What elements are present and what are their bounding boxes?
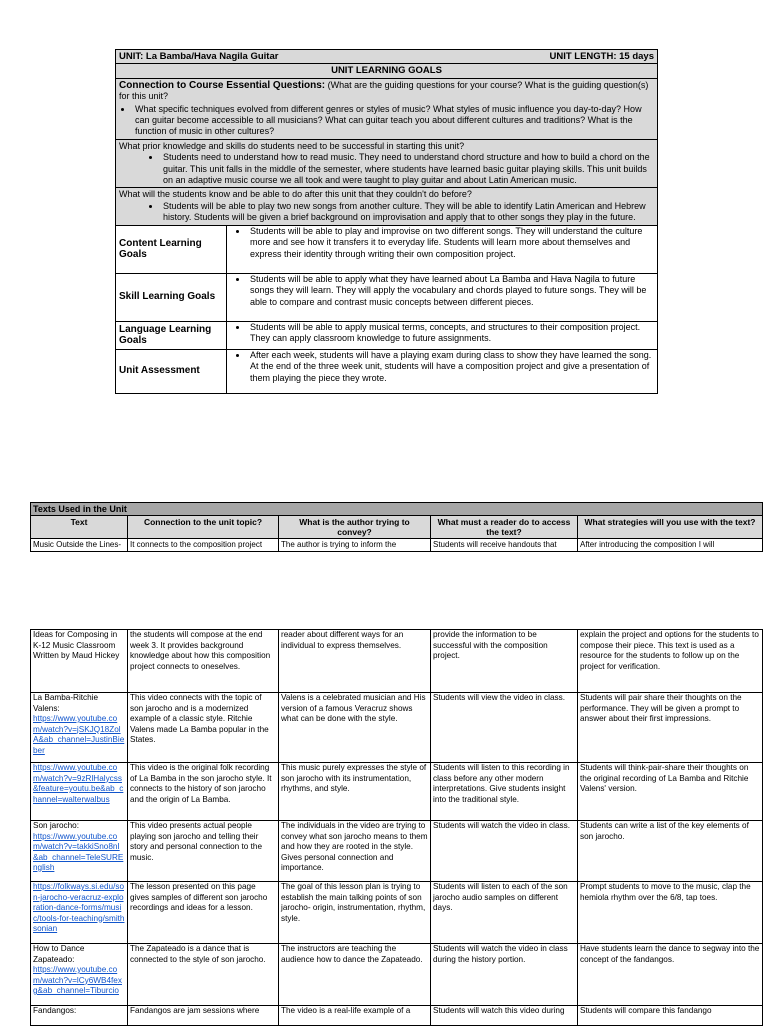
author-cell: The instructors are teaching the audience how to dance the Zapateado. (279, 944, 431, 1006)
connection-cell: This video connects with the topic of son jarocho and is a modernized example of a classic style. Ritchie Valens made La Bamba popular in the States. (128, 693, 279, 763)
connection-text: (What are the guiding questions for your course? What is the guiding question(s) for this unit? (119, 79, 649, 102)
resource-link[interactable]: https://www.youtube.com/watch?v=9zRlHalycss&feature=youtu.be&ab_channel=walterwalbus (33, 763, 124, 804)
content-goals-text: • Students will be able to play and improvise on two different songs. They will understand the culture more and see how it transfers it to everyday life. Students will learn more about themselves and express their identity through writing their own composition project. (248, 226, 654, 260)
resource-link[interactable]: https://folkways.si.edu/son-jarocho-veracruz-exploration-dance-forms/music/tools-for-teaching/smithsonian (33, 882, 125, 933)
connection-title: Connection to Course Essential Questions: (119, 79, 326, 91)
strategy-cell: explain the project and options for the students to compose their piece. This text is used as a resource for the students to follow up on the project for verification. (578, 630, 763, 693)
author-cell: reader about different ways for an individual to express themselves. (279, 630, 431, 693)
access-cell: Students will watch the video in class. (431, 821, 578, 882)
connection-cell: The Zapateado is a dance that is connected to the style of son jarocho. (128, 944, 279, 1006)
connection-cell: Fandangos are jam sessions where (128, 1006, 279, 1026)
author-cell: The goal of this lesson plan is trying to establish the main talking points of son jarocho- origin, instrumentation, rhythm, style. (279, 882, 431, 944)
skill-goals-text: • Students will be able to apply what they have learned about La Bamba and Hava Nagila to future songs they will learn. They will apply the vocabulary and chords played to future songs. They will be able to compare and contrast music concepts between different pieces. (248, 274, 654, 308)
strategy-cell: Students will think-pair-share their thoughts on the original recording of La Bamba and Ritchie Valens' version. (578, 763, 763, 821)
strategy-cell: Students will compare this fandango (578, 1006, 763, 1026)
table-row (31, 1006, 763, 1026)
unit-name: UNIT: La Bamba/Hava Nagila Guitar (119, 51, 279, 62)
author-cell: This music purely expresses the style of son jarocho with its instrumentation, rhythms, and style. (279, 763, 431, 821)
unit-header-row (116, 50, 658, 64)
col-header-strategies: What strategies will you use with the text? (578, 516, 763, 539)
essential-questions-cell (116, 78, 658, 139)
unit-assessment-cell (227, 349, 658, 393)
access-cell: Students will watch the video in class during the history portion. (431, 944, 578, 1006)
texts-used-table (30, 502, 763, 552)
resources-table (30, 629, 763, 1026)
resource-link[interactable]: https://www.youtube.com/watch?v=jSKJQ18ZolA&ab_channel=JustinBieber (33, 714, 125, 755)
strategy-cell: Students can write a list of the key elements of son jarocho. (578, 821, 763, 882)
connection-cell: It connects to the composition project (128, 539, 279, 552)
connection-cell: the students will compose at the end week 3. It provides background knowledge about how this composition project connects to oneselves. (128, 630, 279, 693)
col-header-access: What must a reader do to access the text? (431, 516, 578, 539)
resource-title: Fandangos: (33, 1006, 77, 1015)
unit-length: UNIT LENGTH: 15 days (549, 51, 654, 62)
resource-link[interactable]: https://www.youtube.com/watch?v=takkiSno8nI&ab_channel=TeleSUREnglish (33, 831, 124, 872)
resource-title-cell (31, 763, 128, 821)
table-row (31, 821, 763, 882)
prior-question: What prior knowledge and skills do students need to be successful in starting this unit? (119, 140, 465, 151)
know-after-cell (116, 188, 658, 225)
access-cell: provide the information to be successful with the composition project. (431, 630, 578, 693)
skill-goals-label: Skill Learning Goals (116, 273, 227, 321)
unit-assessment-label: Unit Assessment (116, 349, 227, 393)
resource-title-cell (31, 630, 128, 693)
author-cell: Valens is a celebrated musician and His version of a famous Veracruz shows what can be done with the style. (279, 693, 431, 763)
skill-goals-cell (227, 273, 658, 321)
access-cell: Students will listen to this recording in class before any other modern interpretations. Give students insight into the traditional style. (431, 763, 578, 821)
resource-title-cell (31, 882, 128, 944)
unit-learning-goals-table (115, 49, 658, 394)
unit-assessment-text: • After each week, students will have a playing exam during class to show they have learned the song. At the end of the three week unit, students will have a composition project and give a presentation of them playing the piece they wrote. (248, 350, 654, 384)
resource-link[interactable]: https://www.youtube.com/watch?v=lCy6WB4fexg&ab_channel=Tiburcio (33, 965, 122, 995)
access-cell: Students will listen to each of the son jarocho audio samples on different days. (431, 882, 578, 944)
table-row (31, 693, 763, 763)
access-cell: Students will view the video in class. (431, 693, 578, 763)
table-row (31, 763, 763, 821)
strategy-cell: After introducing the composition I will (578, 539, 763, 552)
text-cell: Music Outside the Lines- (31, 539, 128, 552)
know-bullet: • Students will be able to play two new songs from another culture. They will be able to identify Latin American and Hebrew history. Students will be given a brief background on improvisation and apply that to other songs they play in the future. (161, 201, 654, 224)
content-goals-label: Content Learning Goals (116, 225, 227, 273)
connection-cell: The lesson presented on this page gives samples of different son jarocho recordings and ideas for a lesson. (128, 882, 279, 944)
language-goals-text: • Students will be able to apply musical terms, concepts, and structures to their composition project. They can apply classroom knowledge to future assignments. (248, 322, 654, 345)
know-question: What will the students know and be able to do after this unit that they couldn't do before? (119, 189, 472, 200)
strategy-cell: Prompt students to move to the music, clap the hemiola rhythm over the 6/8, tap toes. (578, 882, 763, 944)
resource-title: How to Dance Zapateado: (33, 944, 85, 964)
col-header-author: What is the author trying to convey? (279, 516, 431, 539)
connection-cell: This video presents actual people playing son jarocho and telling their story and personal connection to the music. (128, 821, 279, 882)
language-goals-cell (227, 321, 658, 349)
resource-title: Son jarocho: (33, 821, 79, 830)
prior-bullet: • Students need to understand how to read music. They need to understand chord structure and how to build a chord on the guitar. This unit falls in the middle of the semester, where students have learned basic guitar playing skills. This unit builds on an adaptive music course we all took and were taught to play guitar and about Latin American music. (161, 152, 654, 186)
resource-title: La Bamba-Ritchie Valens: (33, 693, 99, 713)
access-cell: Students will watch this video during (431, 1006, 578, 1026)
table-row (31, 630, 763, 693)
texts-title: Texts Used in the Unit (31, 503, 763, 516)
resource-title-cell (31, 821, 128, 882)
strategy-cell: Students will pair share their thoughts on the performance. They will be given a prompt to answer about their first impressions. (578, 693, 763, 763)
resource-title: Ideas for Composing in K-12 Music Classroom Written by Maud Hickey (33, 630, 120, 660)
access-cell: Students will receive handouts that (431, 539, 578, 552)
table-row (31, 539, 763, 552)
resource-title-cell (31, 944, 128, 1006)
prior-knowledge-cell (116, 139, 658, 188)
table-row (31, 944, 763, 1006)
connection-bullet: • What specific techniques evolved from different genres or styles of music? What styles of music influence you day-to-day? How can guitar become accessible to all musicians? What can guitar teach you about different cultures and traditions? What is the function of music in other cultures? (133, 104, 654, 138)
resource-title-cell (31, 1006, 128, 1026)
author-cell: The author is trying to inform the (279, 539, 431, 552)
col-header-text: Text (31, 516, 128, 539)
author-cell: The video is a real-life example of a (279, 1006, 431, 1026)
table-row (31, 882, 763, 944)
language-goals-label: Language Learning Goals (116, 321, 227, 349)
strategy-cell: Have students learn the dance to segway into the concept of the fandangos. (578, 944, 763, 1006)
goals-title: UNIT LEARNING GOALS (116, 64, 658, 78)
connection-cell: This video is the original folk recording of La Bamba in the son jarocho style. It connects to the history of son jarocho and the origin of La Bamba. (128, 763, 279, 821)
col-header-connection: Connection to the unit topic? (128, 516, 279, 539)
author-cell: The individuals in the video are trying to convey what son jarocho means to them and how they are rooted in the style. Gives personal connection and importance. (279, 821, 431, 882)
content-goals-cell (227, 225, 658, 273)
resource-title-cell (31, 693, 128, 763)
